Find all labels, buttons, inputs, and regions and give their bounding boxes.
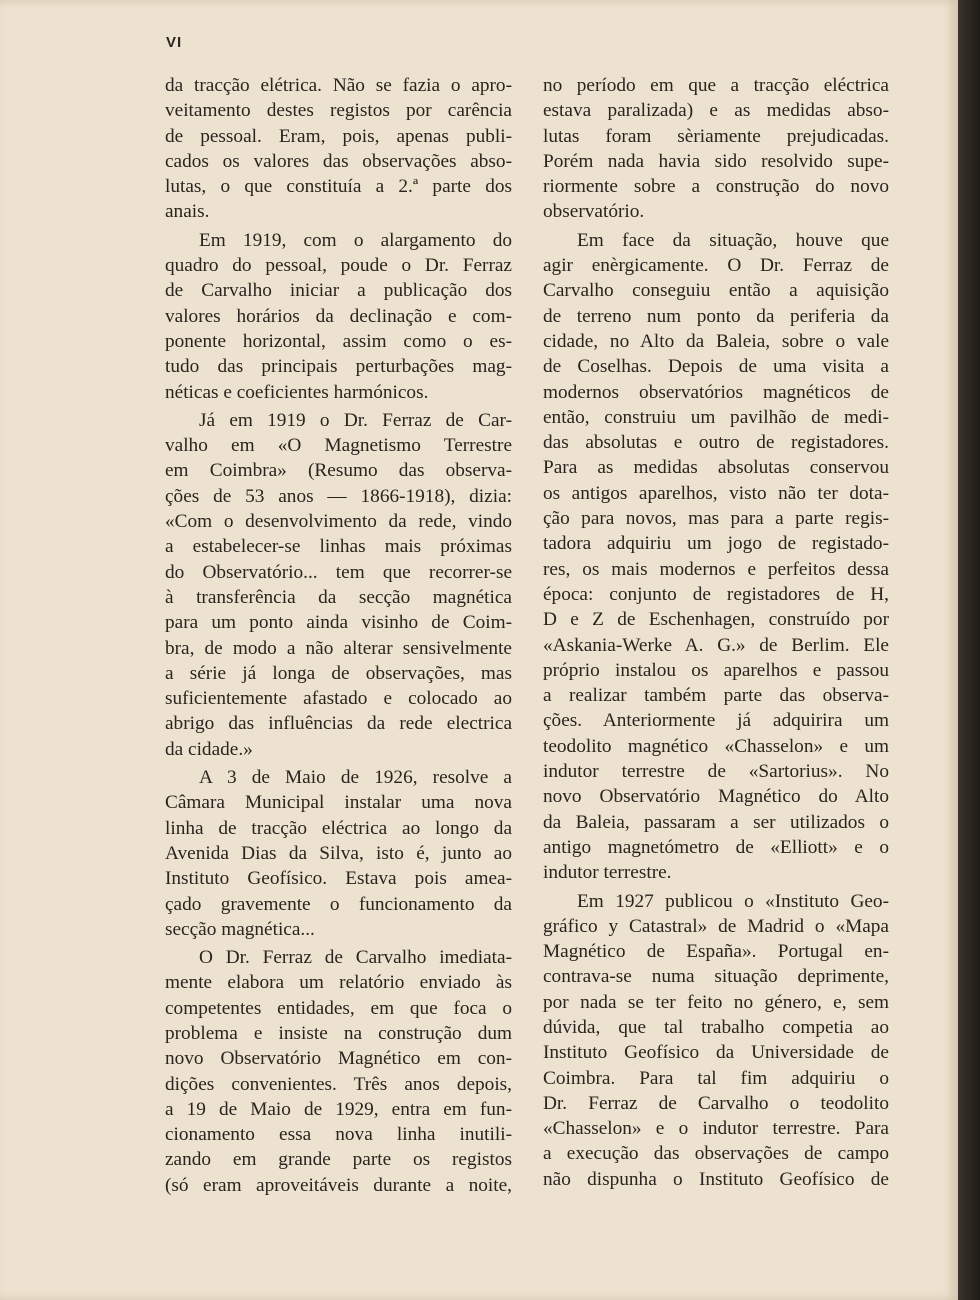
text-line: do Observatório... tem que recorrer-se xyxy=(165,561,512,583)
text-line: riormente sobre a construção do novo xyxy=(543,176,889,198)
text-line: a estabelecer-se linhas mais próximas xyxy=(165,536,512,558)
text-line: época: conjunto de registadores de H, xyxy=(543,583,889,605)
text-line: lutas foram sèriamente prejudicadas. xyxy=(543,125,889,147)
text-line: Em face da situação, houve que xyxy=(577,229,889,251)
text-line: indutor terrestre de «Sartorius». No xyxy=(543,761,889,783)
text-line: Em 1919, com o alargamento do xyxy=(199,229,512,251)
text-line: (só eram aproveitáveis durante a noite, xyxy=(165,1174,512,1196)
text-line: não dispunha o Instituto Geofísico de xyxy=(543,1168,889,1190)
text-line: Porém nada havia sido resolvido supe- xyxy=(543,150,889,172)
text-line: de terreno num ponto da periferia da xyxy=(543,305,889,327)
page-number: VI xyxy=(166,34,183,51)
text-line: anais. xyxy=(165,201,210,223)
text-line: problema e insiste na construção dum xyxy=(165,1022,512,1044)
text-line: linha de tracção eléctrica ao longo da xyxy=(165,817,512,839)
text-line: modernos observatórios magnéticos de xyxy=(543,381,889,403)
text-line: da cidade.» xyxy=(165,738,253,760)
left-text-column xyxy=(165,73,512,1198)
text-line: cionamento essa nova linha inutili- xyxy=(165,1124,512,1146)
text-line: ção para novos, mas para a parte regis- xyxy=(543,508,889,530)
text-line: ponente horizontal, assim como o es- xyxy=(165,330,512,352)
text-line: a realizar também parte das observa- xyxy=(543,685,889,707)
text-line: zando em grande parte os registos xyxy=(165,1149,512,1171)
text-line: os antigos aparelhos, visto não ter dota- xyxy=(543,482,889,504)
text-line: mente elabora um relatório enviado às xyxy=(165,972,512,994)
text-line: de Carvalho iniciar a publicação dos xyxy=(165,280,512,302)
text-line: da tracção elétrica. Não se fazia o apro- xyxy=(165,75,512,96)
text-line: teodolito magnético «Chasselon» e um xyxy=(543,735,889,757)
text-line: antigo magnetómetro de «Elliott» e o xyxy=(543,836,889,858)
text-line: tudo das principais perturbações mag- xyxy=(165,356,512,378)
text-line: «Askania-Werke A. G.» de Berlim. Ele xyxy=(543,634,889,656)
text-line: gráfico y Catastral» de Madrid o «Mapa xyxy=(543,915,889,937)
text-line: de pessoal. Eram, pois, apenas publi- xyxy=(165,125,512,147)
text-line: então, construiu um pavilhão de medi- xyxy=(543,406,889,428)
text-line: Avenida Dias da Silva, isto é, junto ao xyxy=(165,842,512,864)
text-line: novo Observatório Magnético em con- xyxy=(165,1048,512,1070)
text-line: Instituto Geofísico. Estava pois amea- xyxy=(165,868,512,890)
text-line: ções. Anteriormente já adquirira um xyxy=(543,710,889,732)
text-line: observatório. xyxy=(543,201,645,223)
page-edge-shadow xyxy=(958,0,980,1300)
text-line: novo Observatório Magnético do Alto xyxy=(543,786,889,808)
text-line: indutor terrestre. xyxy=(543,862,672,884)
text-line: çado gravemente o funcionamento da xyxy=(165,893,512,915)
text-line: Coimbra. Para tal fim adquiriu o xyxy=(543,1067,889,1089)
text-line: Carvalho conseguiu então a aquisição xyxy=(543,280,889,302)
text-line: cidade, no Alto da Baleia, sobre o vale xyxy=(543,330,889,352)
text-line: dições convenientes. Três anos depois, xyxy=(165,1073,512,1095)
text-line: Magnético de España». Portugal en- xyxy=(543,941,889,963)
text-line: Para as medidas absolutas conservou xyxy=(543,457,889,479)
right-text-column xyxy=(543,73,889,1192)
text-line: agir enèrgicamente. O Dr. Ferraz de xyxy=(543,255,889,277)
text-line: secção magnética... xyxy=(165,918,315,940)
text-line: da Baleia, passaram a ser utilizados o xyxy=(543,811,889,833)
text-line: Em 1927 publicou o «Instituto Geo- xyxy=(577,890,889,912)
text-line: lutas, o que constituía a 2.ª parte dos xyxy=(165,176,512,198)
text-line: em Coimbra» (Resumo das observa- xyxy=(165,460,512,482)
text-line: suficientemente afastado e colocado ao xyxy=(165,688,512,710)
text-line: à transferência da secção magnética xyxy=(165,586,512,608)
text-line: para um ponto ainda visinho de Coim- xyxy=(165,612,512,634)
text-line: veitamento destes registos por carência xyxy=(165,100,512,122)
text-line: res, os mais modernos e perfeitos dessa xyxy=(543,558,889,580)
text-line: valho em «O Magnetismo Terrestre xyxy=(165,435,512,457)
text-line: dúvida, que tal trabalho competia ao xyxy=(543,1016,889,1038)
text-line: bra, de modo a não alterar sensivelmente xyxy=(165,637,512,659)
text-line: ções de 53 anos — 1866-1918), dizia: xyxy=(165,485,512,507)
text-line: D e Z de Eschenhagen, construído por xyxy=(543,609,889,631)
text-line: «Com o desenvolvimento da rede, vindo xyxy=(165,511,512,533)
text-line: a série já longa de observações, mas xyxy=(165,662,512,684)
text-line: das absolutas e outro de registadores. xyxy=(543,432,889,454)
text-line: Já em 1919 o Dr. Ferraz de Car- xyxy=(199,409,512,431)
text-line: Câmara Municipal instalar uma nova xyxy=(165,792,512,814)
text-line: «Chasselon» e o indutor terrestre. Para xyxy=(543,1118,889,1140)
text-line: A 3 de Maio de 1926, resolve a xyxy=(199,767,512,789)
text-line: competentes entidades, em que foca o xyxy=(165,997,512,1019)
text-line: contrava-se numa situação deprimente, xyxy=(543,966,889,988)
text-line: estava paralizada) e as medidas abso- xyxy=(543,100,889,122)
text-line: Dr. Ferraz de Carvalho o teodolito xyxy=(543,1092,889,1114)
text-line: valores horários da declinação e com- xyxy=(165,305,512,327)
text-line: por nada se ter feito no género, e, sem xyxy=(543,991,889,1013)
text-line: néticas e coeficientes harmónicos. xyxy=(165,381,429,403)
text-line: O Dr. Ferraz de Carvalho imediata- xyxy=(199,947,512,969)
text-line: de Coselhas. Depois de uma visita a xyxy=(543,356,889,378)
text-line: tadora adquiriu um jogo de registado- xyxy=(543,533,889,555)
text-line: próprio instalou os aparelhos e passou xyxy=(543,659,889,681)
text-line: a 19 de Maio de 1929, entra em fun- xyxy=(165,1098,512,1120)
text-line: no período em que a tracção eléctrica xyxy=(543,75,889,96)
text-line: cados os valores das observações abso- xyxy=(165,150,512,172)
text-line: quadro do pessoal, poude o Dr. Ferraz xyxy=(165,255,512,277)
text-line: Instituto Geofísico da Universidade de xyxy=(543,1042,889,1064)
text-line: a execução das observações de campo xyxy=(543,1143,889,1165)
text-line: abrigo das influências da rede electrica xyxy=(165,713,512,735)
